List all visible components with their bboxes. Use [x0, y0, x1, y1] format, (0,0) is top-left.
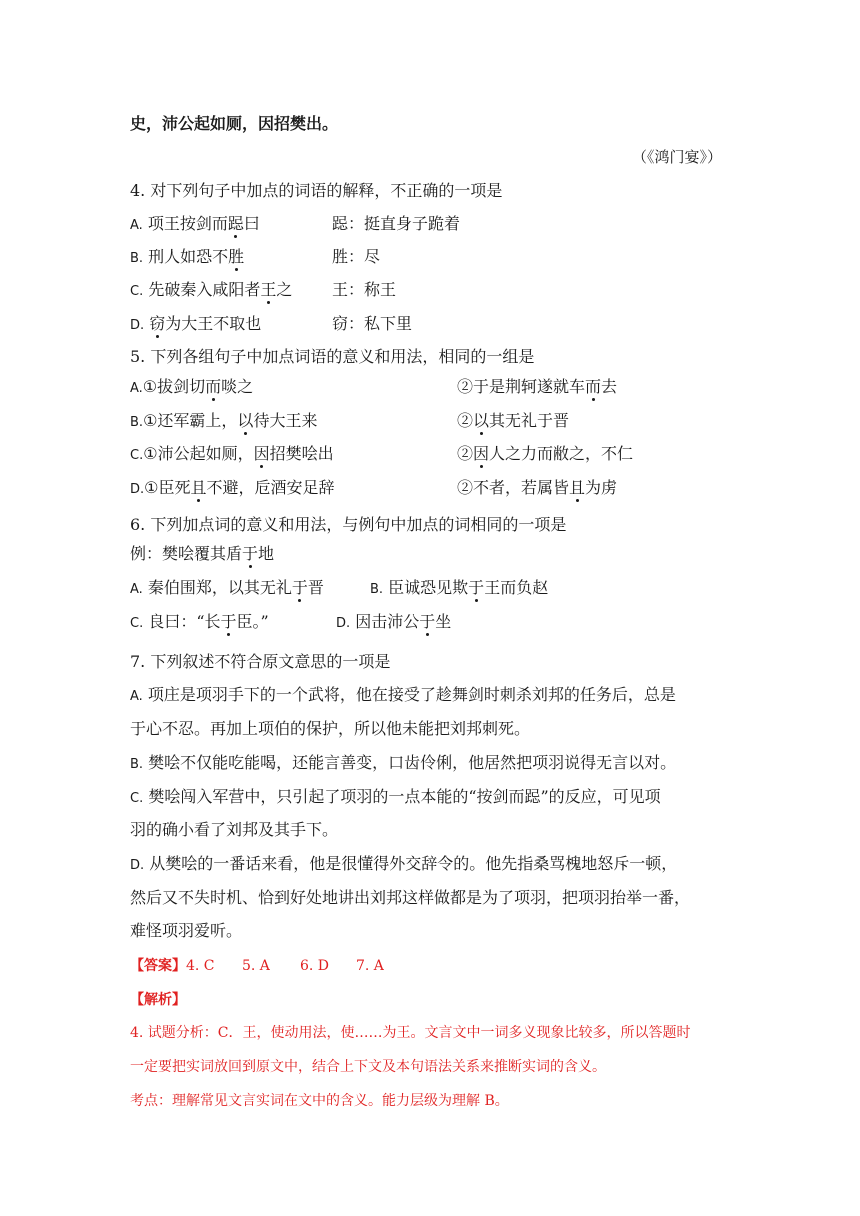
dotted-word: 而	[585, 377, 602, 396]
q5-option-c: C.①沛公起如厕，因招樊哙出 ②因人之力而敝之，不仁	[130, 444, 634, 463]
q5-option-d: D.①臣死且不避，卮酒安足辞 ②不者，若属皆且为虏	[130, 478, 618, 497]
q4-gloss-d: 窃：私下里	[332, 314, 413, 333]
analysis-line: 一定要把实词放回到原文中，结合上下文及本句语法关系来推断实词的含义。	[130, 1059, 606, 1075]
dotted-word: 于	[291, 578, 308, 597]
dotted-word: 因	[473, 444, 490, 463]
q7-line: C. 樊哙闯入军营中，只引起了项羽的一点本能的“按剑而跽”的反应，可见项	[130, 787, 661, 806]
dotted-word: 王	[260, 280, 277, 299]
q6-example: 例：樊哙覆其盾于地	[130, 544, 275, 563]
dotted-word: 于	[220, 612, 237, 631]
analysis-label: 【解析】	[130, 992, 186, 1008]
q4-gloss-b: 胜：尽	[332, 247, 381, 266]
q7-line: B. 樊哙不仅能吃能喝，还能言善变，口齿伶俐，他居然把项羽说得无言以对。	[130, 753, 677, 772]
q6-row-ab: A. 秦伯围郑，以其无礼于晋 B. 臣诚恐见欺于王而负赵	[130, 578, 549, 597]
q7-line: D. 从樊哙的一番话来看，他是很懂得外交辞令的。他先指桑骂槐地怒斥一顿，	[130, 854, 678, 873]
q5-option-a: A.①拔剑切而啖之 ②于是荆轲遂就车而去	[130, 377, 618, 396]
dotted-word: 窃	[149, 314, 166, 333]
q7-line: 难怪项羽爱听。	[130, 921, 243, 940]
q6-row-cd: C. 良曰：“长于臣。” D. 因击沛公于坐	[130, 612, 452, 631]
q4-gloss-a: 跽：挺直身子跪着	[332, 214, 461, 233]
dotted-word: 以	[237, 411, 254, 430]
dotted-word: 于	[242, 544, 259, 563]
q4-gloss-c: 王：称王	[332, 280, 397, 299]
analysis-line: 4. 试题分析：C．王，使动用法，使……为王。文言文中一词多义现象比较多，所以答题时	[130, 1025, 691, 1041]
q4-option-d: D. 窃为大王不取也 窃：私下里	[130, 314, 413, 333]
q4-option-a: A. 项王按剑而跽曰 跽：挺直身子跪着	[130, 214, 461, 233]
dotted-word: 因	[253, 444, 270, 463]
dotted-word: 于	[468, 578, 485, 597]
dotted-word: 跽	[227, 214, 244, 233]
answer-label: 【答案】	[130, 958, 186, 974]
analysis-point: 考点：理解常见文言实词在文中的含义。能力层级为理解 B。	[130, 1093, 509, 1109]
q7-line: A. 项庄是项羽手下的一个武将，他在接受了趁舞剑时刺杀刘邦的任务后，总是	[130, 685, 676, 704]
dotted-word: 于	[419, 612, 436, 631]
q7-line: 羽的确小看了刘邦及其手下。	[130, 820, 339, 839]
dotted-word: 以	[473, 411, 490, 430]
q7-line: 于心不忍。再加上项伯的保护，所以他未能把刘邦刺死。	[130, 719, 531, 738]
q4-option-b: B. 刑人如恐不胜 胜：尽	[130, 247, 381, 266]
dotted-word: 胜	[228, 247, 245, 266]
answer-line: 【答案】4. C 5. A 6. D 7. A	[130, 958, 384, 974]
dotted-word: 而	[205, 377, 222, 396]
q6-stem: 6. 下列加点词的意义和用法，与例句中加点的词相同的一项是	[130, 515, 567, 534]
q7-stem: 7. 下列叙述不符合原文意思的一项是	[130, 652, 391, 671]
q4-stem: 4. 对下列句子中加点的词语的解释，不正确的一项是	[130, 181, 503, 200]
passage-last-line: 史，沛公起如厕，因招樊出。	[130, 114, 339, 133]
dotted-word: 且	[569, 478, 586, 497]
q5-stem: 5. 下列各组句子中加点词语的意义和用法，相同的一组是	[130, 347, 535, 366]
q4-option-c: C. 先破秦入咸阳者王之 王：称王	[130, 280, 397, 299]
q7-line: 然后又不失时机、恰到好处地讲出刘邦这样做都是为了项羽，把项羽抬举一番，	[130, 888, 691, 907]
q5-option-b: B.①还军霸上，以待大王来 ②以其无礼于晋	[130, 411, 570, 430]
passage-source: （《鸿门宴》）	[631, 148, 722, 166]
dotted-word: 且	[190, 478, 207, 497]
